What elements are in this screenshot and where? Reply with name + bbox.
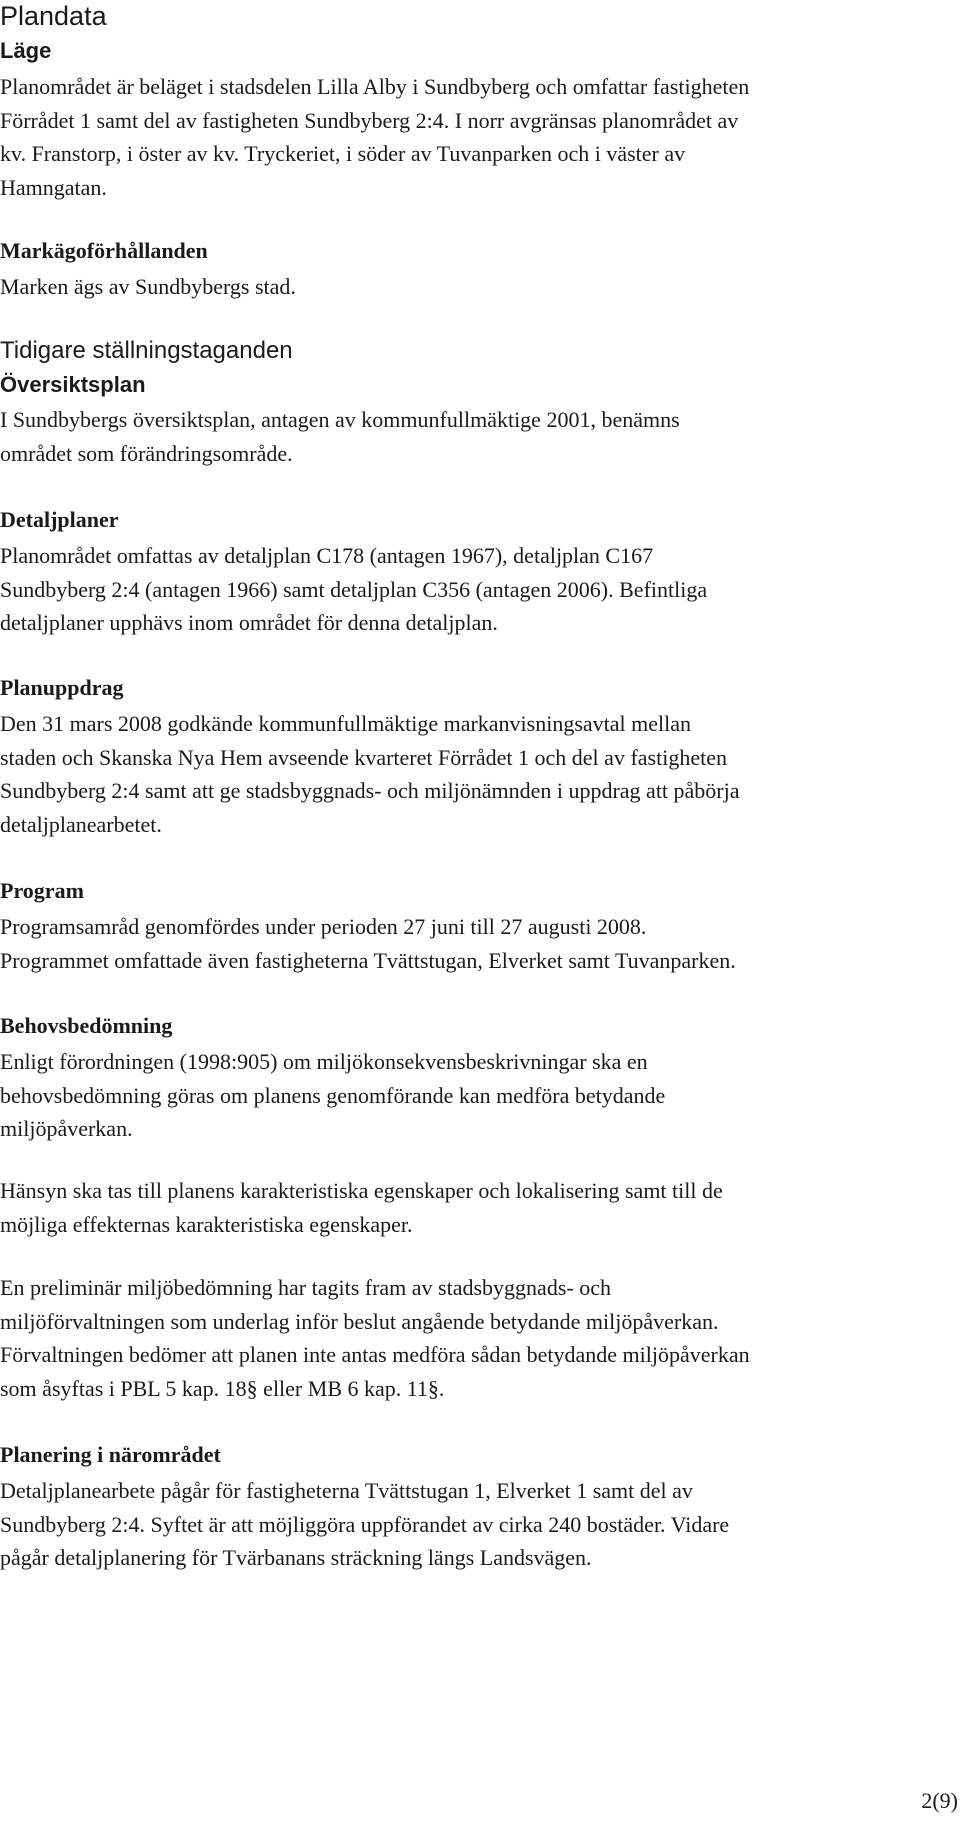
text-line: området som förändringsområde.: [0, 440, 293, 466]
section-text-detaljplaner: [0, 539, 955, 640]
text-line: Sundbyberg 2:4. Syftet är att möjliggöra uppförandet av cirka 240 bostäder. Vidare: [0, 1511, 730, 1537]
text-line: möjliga effekternas karakteristiska egenskaper.: [0, 1211, 413, 1237]
section-heading-lage: Läge: [0, 38, 52, 63]
text-line: som åsyftas i PBL 5 kap. 18§ eller MB 6 kap. 11§.: [0, 1375, 445, 1401]
section-heading-oversiktsplan: Översiktsplan: [0, 372, 146, 397]
text-line: staden och Skanska Nya Hem avseende kvarteret Förrådet 1 och del av fastigheten: [0, 744, 727, 770]
section-text-behovsbedomning-3: [0, 1271, 955, 1405]
section-heading-detaljplaner: Detaljplaner: [0, 507, 119, 532]
section-text-markagoforhallanden: [0, 270, 955, 304]
text-line: detaljplanearbetet.: [0, 811, 162, 837]
section-heading-planuppdrag: Planuppdrag: [0, 675, 124, 700]
section-text-behovsbedomning-1: [0, 1045, 955, 1146]
text-line: Den 31 mars 2008 godkände kommunfullmäktige markanvisningsavtal mellan: [0, 711, 692, 736]
text-line: I Sundbybergs översiktsplan, antagen av kommunfullmäktige 2001, benämns: [0, 407, 680, 432]
page-title: Plandata: [0, 1, 107, 31]
text-line: Förvaltningen bedömer att planen inte antas medföra sådan betydande miljöpåverkan: [0, 1342, 750, 1367]
section-heading-planering: Planering i närområdet: [0, 1442, 221, 1467]
section-text-behovsbedomning-2: [0, 1174, 955, 1241]
text-line: Programsamråd genomfördes under perioden 27 juni till 27 augusti 2008.: [0, 914, 647, 939]
text-line: Programmet omfattade även fastigheterna Tvättstugan, Elverket samt Tuvanparken.: [0, 947, 736, 973]
text-line: Marken ägs av Sundbybergs stad.: [0, 274, 296, 299]
text-line: En preliminär miljöbedömning har tagits fram av stadsbyggnads- och: [0, 1275, 611, 1300]
text-line: Hänsyn ska tas till planens karakteristiska egenskaper och lokalisering samt till de: [0, 1178, 723, 1203]
section-text-planering: [0, 1474, 955, 1575]
text-line: Sundbyberg 2:4 (antagen 1966) samt detaljplan C356 (antagen 2006). Befintliga: [0, 576, 708, 602]
text-line: Sundbyberg 2:4 samt att ge stadsbyggnads- och miljönämnden i uppdrag att påbörja: [0, 778, 740, 803]
section-heading-program: Program: [0, 878, 84, 903]
text-line: Förrådet 1 samt del av fastigheten Sundbyberg 2:4. I norr avgränsas planområdet av: [0, 107, 739, 133]
text-line: miljöförvaltningen som underlag inför beslut angående betydande miljöpåverkan.: [0, 1308, 719, 1334]
text-line: Hamngatan.: [0, 174, 107, 200]
section-heading-behovsbedomning: Behovsbedömning: [0, 1013, 173, 1038]
section-text-lage: [0, 70, 955, 204]
section-heading-tidigare: Tidigare ställningstaganden: [0, 337, 293, 364]
section-text-planuppdrag: [0, 707, 955, 841]
section-text-program: [0, 910, 955, 977]
text-line: Enligt förordningen (1998:905) om miljökonsekvensbeskrivningar ska en: [0, 1049, 648, 1074]
text-line: miljöpåverkan.: [0, 1116, 133, 1141]
text-line: detaljplaner upphävs inom området för denna detaljplan.: [0, 610, 498, 635]
text-line: kv. Franstorp, i öster av kv. Tryckeriet, i söder av Tuvanparken och i väster av: [0, 141, 686, 166]
text-line: pågår detaljplanering för Tvärbanans sträckning längs Landsvägen.: [0, 1545, 592, 1570]
page-number: 2(9): [921, 1788, 958, 1813]
text-line: Planområdet är beläget i stadsdelen Lilla Alby i Sundbyberg och omfattar fastigheten: [0, 74, 750, 99]
text-line: Planområdet omfattas av detaljplan C178 (antagen 1967), detaljplan C167: [0, 543, 654, 568]
section-heading-markagoforhallanden: Markägoförhållanden: [0, 238, 208, 263]
text-line: behovsbedömning göras om planens genomförande kan medföra betydande: [0, 1082, 666, 1108]
section-text-oversiktsplan: [0, 403, 955, 470]
text-line: Detaljplanearbete pågår för fastigheterna Tvättstugan 1, Elverket 1 samt del av: [0, 1478, 693, 1503]
